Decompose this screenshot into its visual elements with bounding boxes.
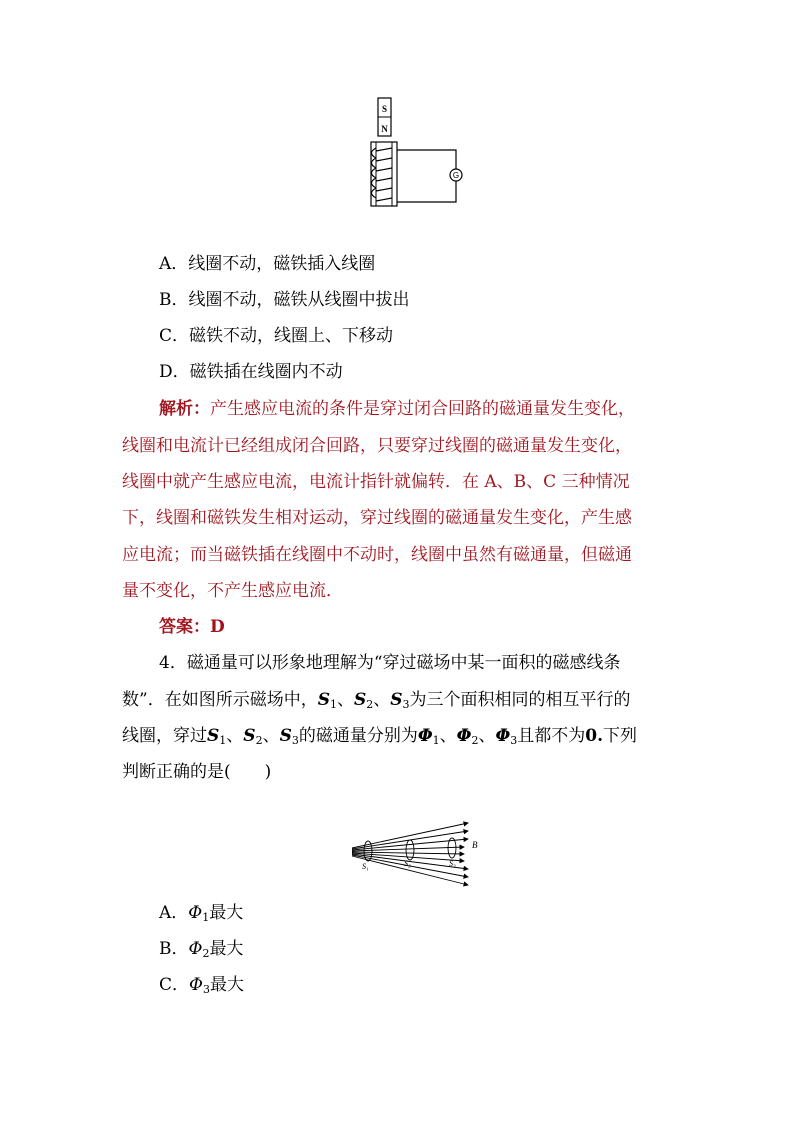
- coil-magnet-figure: [360, 96, 470, 214]
- q4-line-3: [122, 725, 637, 752]
- option-text: 最大: [209, 903, 244, 923]
- sub: 2: [366, 698, 374, 711]
- q3-option-d: D．磁铁插在线圈内不动: [159, 362, 343, 382]
- galvanometer-label: G: [452, 171, 460, 180]
- q4-text: 0.: [585, 726, 604, 746]
- analysis-line-1: [159, 398, 635, 420]
- option-text: 最大: [209, 939, 244, 959]
- phi-symbol: Φ: [495, 726, 511, 746]
- analysis-line-2: 线圈和电流计已经组成闭合回路，只要穿过线圈的磁通量发生变化，: [122, 436, 632, 456]
- sep: 、: [336, 690, 354, 710]
- sep: 、: [226, 726, 244, 746]
- q4-option-a: [159, 902, 243, 929]
- field-b-label: B: [472, 840, 478, 850]
- sub: 3: [202, 983, 210, 996]
- s-symbol: S: [207, 726, 220, 746]
- sub: 1: [329, 698, 337, 711]
- answer-line: [159, 616, 225, 638]
- sub: 2: [471, 734, 479, 747]
- analysis-label: 解析：: [159, 399, 210, 419]
- answer-label: 答案：: [159, 617, 210, 637]
- coil-s1-label: S₁: [362, 862, 369, 871]
- sub: 2: [202, 947, 210, 960]
- analysis-line-5: 应电流；而当磁铁插在线圈中不动时，线圈中虽然有磁通量，但磁通: [122, 545, 632, 565]
- q4-text: 数”．在如图所示磁场中，: [122, 690, 318, 710]
- phi-symbol: Φ: [188, 939, 203, 959]
- q3-option-b: B．线圈不动，磁铁从线圈中拔出: [159, 290, 410, 310]
- option-prefix: C．: [159, 975, 190, 995]
- analysis-text-1: 产生感应电流的条件是穿过闭合回路的磁通量发生变化，: [210, 399, 635, 419]
- q4-text: 且都不为: [517, 726, 586, 746]
- s-symbol: S: [353, 690, 367, 710]
- q4-text: 线圈，穿过: [122, 726, 207, 746]
- q4-text: 下列: [603, 726, 638, 746]
- analysis-line-3: 线圈中就产生感应电流，电流计指针就偏转．在 A、B、C 三种情况: [122, 472, 630, 492]
- field-lines: [352, 823, 468, 885]
- s-symbol: S: [279, 726, 292, 746]
- sub: 2: [255, 734, 263, 747]
- q4-text: 的磁通量分别为: [298, 726, 418, 746]
- magnet-s-label: S: [381, 104, 388, 114]
- coil-s2-label: S₂: [404, 859, 411, 868]
- q4-line-4: 判断正确的是( ): [122, 762, 272, 782]
- analysis-line-4: 下，线圈和磁铁发生相对运动，穿过线圈的磁通量发生变化，产生感: [122, 508, 632, 528]
- phi-symbol: Φ: [456, 726, 472, 746]
- magnet-n-label: N: [381, 124, 388, 134]
- magnetic-field-figure: [346, 818, 496, 890]
- coil-s3-label: S₃: [449, 859, 456, 868]
- sep: 、: [262, 726, 280, 746]
- sub: 1: [202, 911, 210, 924]
- phi-symbol: Φ: [189, 975, 203, 995]
- sub: 3: [402, 698, 410, 711]
- answer-value: D: [210, 617, 225, 637]
- sub: 3: [510, 734, 518, 747]
- sep: 、: [373, 690, 391, 710]
- coil-s3: [448, 838, 456, 858]
- sub: 1: [432, 734, 440, 747]
- phi-symbol: Φ: [188, 903, 203, 923]
- s-symbol: S: [243, 726, 256, 746]
- q4-option-c: [159, 974, 244, 1001]
- coil-tube: [371, 142, 397, 206]
- s-symbol: S: [317, 690, 330, 710]
- analysis-line-6: 量不变化，不产生感应电流．: [122, 581, 343, 601]
- sep: 、: [478, 726, 496, 746]
- q4-option-b: [159, 938, 243, 965]
- q3-option-c: C．磁铁不动，线圈上、下移动: [159, 326, 394, 346]
- option-prefix: A．: [159, 903, 189, 923]
- q4-text: 为三个面积相同的相互平行的: [409, 690, 631, 710]
- s-symbol: S: [390, 690, 403, 710]
- q3-option-a: A．线圈不动，磁铁插入线圈: [159, 254, 376, 274]
- sub: 1: [219, 734, 227, 747]
- option-text: 最大: [209, 975, 244, 995]
- phi-symbol: Φ: [417, 726, 433, 746]
- circuit-wires: [397, 150, 456, 202]
- q4-line-1: 4．磁通量可以形象地理解为“穿过磁场中某一面积的磁感线条: [159, 653, 621, 673]
- option-prefix: B．: [159, 939, 189, 959]
- sep: 、: [439, 726, 457, 746]
- q4-line-2: [122, 689, 631, 716]
- sub: 3: [291, 734, 299, 747]
